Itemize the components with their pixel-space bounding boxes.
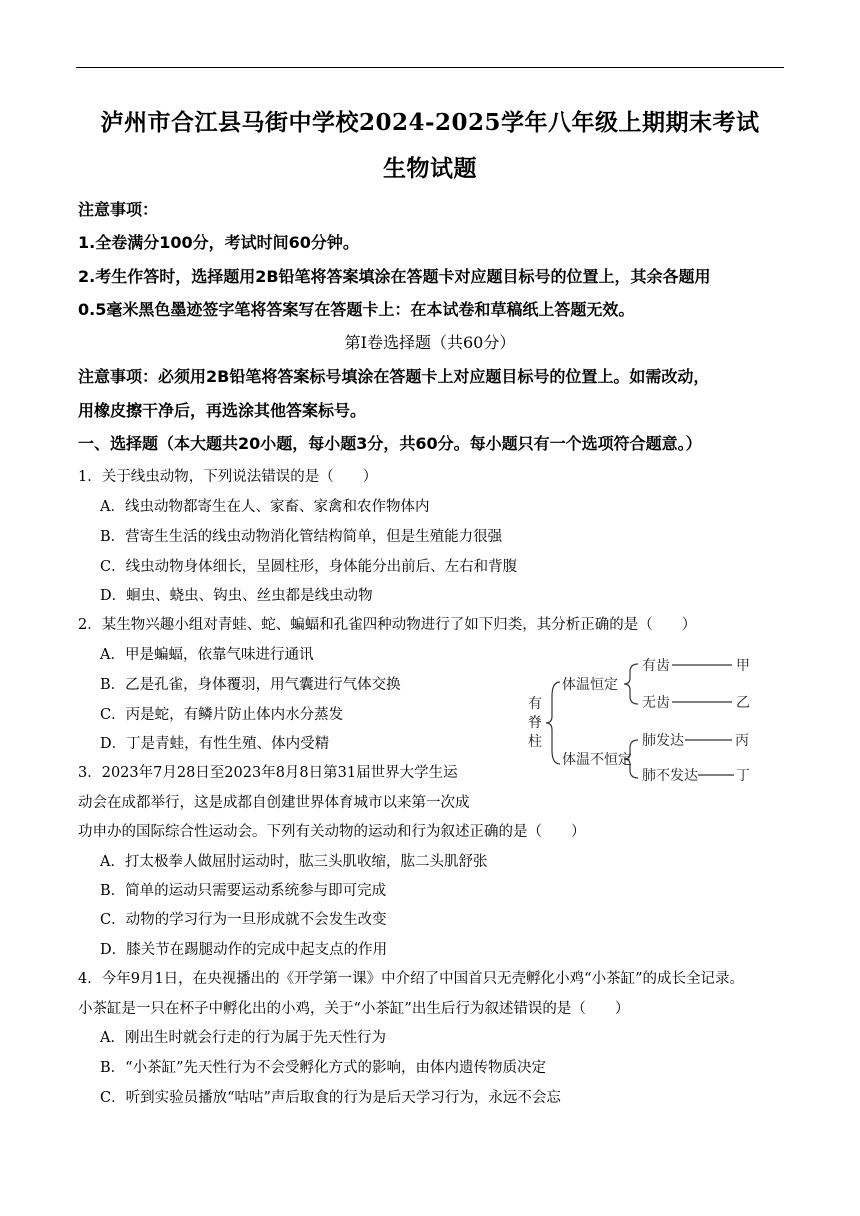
question-1-option-c: C．线虫动物身体细长，呈圆柱形，身体能分出前后、左右和背腹 (100, 559, 518, 575)
question-4-option-a: A．刚出生时就会行走的行为属于先天性行为 (100, 1030, 386, 1046)
section-heading: 第Ⅰ卷选择题（共60分） (344, 333, 516, 352)
question-4-option-c: C．听到实验员播放“咕咕”声后取食的行为是后天学习行为，永远不会忘 (100, 1090, 561, 1106)
question-3-option-a: A．打太极拳人做屈肘运动时，肱三头肌收缩，肱二头肌舒张 (100, 854, 488, 870)
upper-brace (624, 664, 638, 704)
leaf-3-label: 肺发达 (642, 733, 684, 749)
question-3-option-c: C．动物的学习行为一旦形成就不会发生改变 (100, 912, 387, 928)
question-2-option-c: C．丙是蛇，有鳞片防止体内水分蒸发 (100, 707, 344, 723)
question-3-stem-line-2: 动会在成都举行，这是成都自创建世界体育城市以来第一次成 (78, 795, 470, 811)
notes-item-2: 2.考生作答时，选择题用2B铅笔将答案填涂在答题卡对应题目标号的位置上，其余各题用 (78, 267, 711, 286)
classification-diagram (522, 648, 762, 798)
leaf-2-name: 乙 (736, 695, 750, 711)
root-label-2: 脊 (528, 715, 542, 731)
branch-warm-label: 体温恒定 (562, 677, 618, 693)
part-heading: 一、选择题（本大题共20小题，每小题3分，共60分。每小题只有一个选项符合题意。） (78, 434, 702, 453)
question-2-stem: 2．某生物兴趣小组对青蛙、蛇、蝙蝠和孔雀四种动物进行了如下归类，其分析正确的是（ ） (78, 617, 697, 633)
section-note-line-2: 用橡皮擦干净后，再选涂其他答案标号。 (78, 401, 367, 420)
question-4-option-b: B．“小茶缸”先天性行为不会受孵化方式的影响，由体内遗传物质决定 (100, 1060, 546, 1076)
root-label-3: 柱 (528, 734, 542, 750)
notes-item-3: 0.5毫米黑色墨迹签字笔将答案写在答题卡上：在本试卷和草稿纸上答题无效。 (78, 300, 635, 319)
question-2-option-b: B．乙是孔雀，身体覆羽，用气囊进行气体交换 (100, 677, 401, 693)
question-3-stem-line-3: 功申办的国际综合性运动会。下列有关动物的运动和行为叙述正确的是（ ） (78, 824, 586, 840)
root-label-1: 有 (528, 696, 542, 712)
question-1-stem: 1．关于线虫动物，下列说法错误的是（ ） (78, 469, 378, 485)
leaf-3-name: 丙 (735, 733, 749, 749)
branch-cold-label: 体温不恒定 (562, 752, 632, 768)
leaf-2-label: 无齿 (642, 695, 670, 711)
question-2-option-d: D．丁是青蛙，有性生殖、体内受精 (100, 736, 330, 752)
question-2-option-a: A．甲是蝙蝠，依靠气味进行通讯 (100, 647, 314, 663)
header-rule (76, 67, 784, 68)
leaf-1-name: 甲 (736, 658, 750, 674)
notes-heading: 注意事项： (78, 200, 159, 219)
leaf-1-label: 有齿 (642, 658, 670, 674)
question-4-stem-line-2: 小茶缸是一只在杯子中孵化出的小鸡，关于“小茶缸”出生后行为叙述错误的是（ ） (78, 1001, 630, 1017)
question-1-option-d: D．蛔虫、蛲虫、钩虫、丝虫都是线虫动物 (100, 588, 373, 604)
section-note-line-1: 注意事项：必须用2B铅笔将答案标号填涂在答题卡上对应题目标号的位置上。如需改动， (78, 367, 710, 386)
exam-title: 泸州市合江县马街中学校2024-2025学年八年级上期期末考试 (100, 109, 760, 136)
question-1-option-b: B．营寄生生活的线虫动物消化管结构简单，但是生殖能力很强 (100, 529, 503, 545)
question-4-stem-line-1: 4．今年9月1日，在央视播出的《开学第一课》中介绍了中国首只无壳孵化小鸡“小茶缸”的成长全记录。 (78, 971, 744, 987)
notes-item-1: 1.全卷满分100分，考试时间60分钟。 (78, 233, 359, 252)
question-3-stem-line-1: 3．2023年7月28日至2023年8月8日第31届世界大学生运 (78, 765, 458, 781)
leaf-4-name: 丁 (736, 768, 750, 784)
root-brace (546, 682, 560, 764)
question-3-option-b: B．简单的运动只需要运动系统参与即可完成 (100, 883, 387, 899)
exam-subject: 生物试题 (383, 155, 477, 182)
question-1-option-a: A．线虫动物都寄生在人、家畜、家禽和农作物体内 (100, 499, 430, 515)
leaf-4-label: 肺不发达 (642, 768, 698, 784)
question-3-option-d: D．膝关节在踢腿动作的完成中起支点的作用 (100, 942, 388, 958)
